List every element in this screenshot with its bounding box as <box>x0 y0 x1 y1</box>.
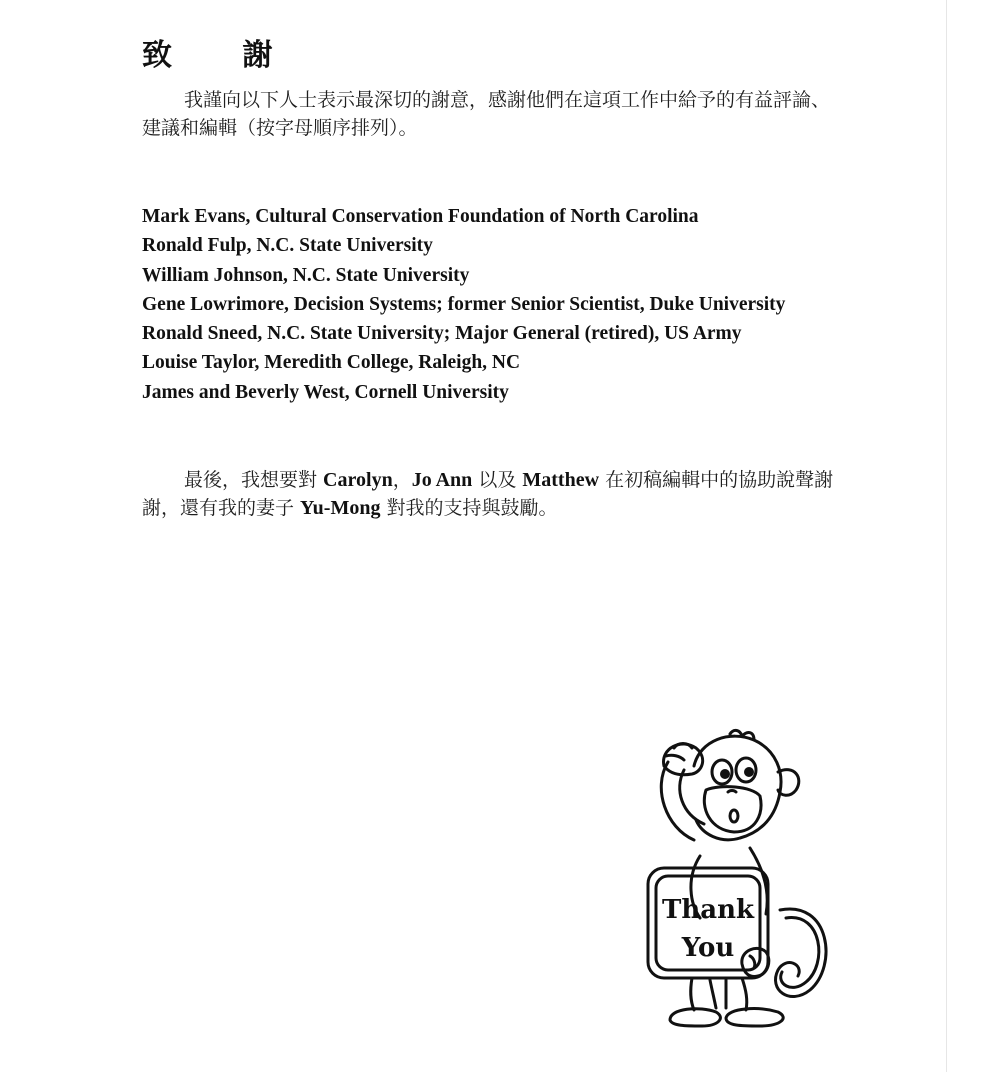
closing-text: 在初稿編輯中的協助說聲謝謝，還有我的妻子 <box>142 469 834 519</box>
acknowledgee-item: William Johnson, N.C. State University <box>142 264 470 286</box>
acknowledgee-item: Gene Lowrimore, Decision Systems; former Senior Scientist, Duke University <box>142 293 786 315</box>
closing-text: ， <box>392 469 412 491</box>
page-edge-line <box>946 0 947 1072</box>
page-title: 致 謝 <box>142 38 303 73</box>
acknowledgee-item: Mark Evans, Cultural Conservation Foundation of North Carolina <box>142 206 699 227</box>
acknowledgee-item: Ronald Sneed, N.C. State University; Major General (retired), US Army <box>142 323 742 345</box>
thanked-name-carolyn: Carolyn <box>323 469 393 491</box>
acknowledgee-item: Ronald Fulp, N.C. State University <box>142 235 433 257</box>
sign-text-line2: You <box>681 933 735 963</box>
monkey-holding-sign-icon <box>630 728 835 1033</box>
acknowledgee-item: James and Beverly West, Cornell University <box>142 381 509 403</box>
thanked-name-matthew: Matthew <box>522 469 600 491</box>
intro-paragraph: 我謹向以下人士表示最深切的謝意，感謝他們在這項工作中給予的有益評論、建議和編輯（按字母順序排列）。 <box>142 89 831 139</box>
closing-text: 最後，我想要對 <box>184 469 324 491</box>
acknowledgee-item: Louise Taylor, Meredith College, Raleigh, NC <box>142 352 521 374</box>
closing-text: 以及 <box>472 469 523 491</box>
sign-text-line1: Thank <box>661 895 755 925</box>
thanked-name-jo-ann: Jo Ann <box>411 469 473 491</box>
thanked-name-yu-mong: Yu-Mong <box>300 497 381 519</box>
acknowledgement-list <box>142 202 785 407</box>
closing-paragraph <box>142 466 842 522</box>
closing-text: 對我的支持與鼓勵。 <box>380 497 558 519</box>
